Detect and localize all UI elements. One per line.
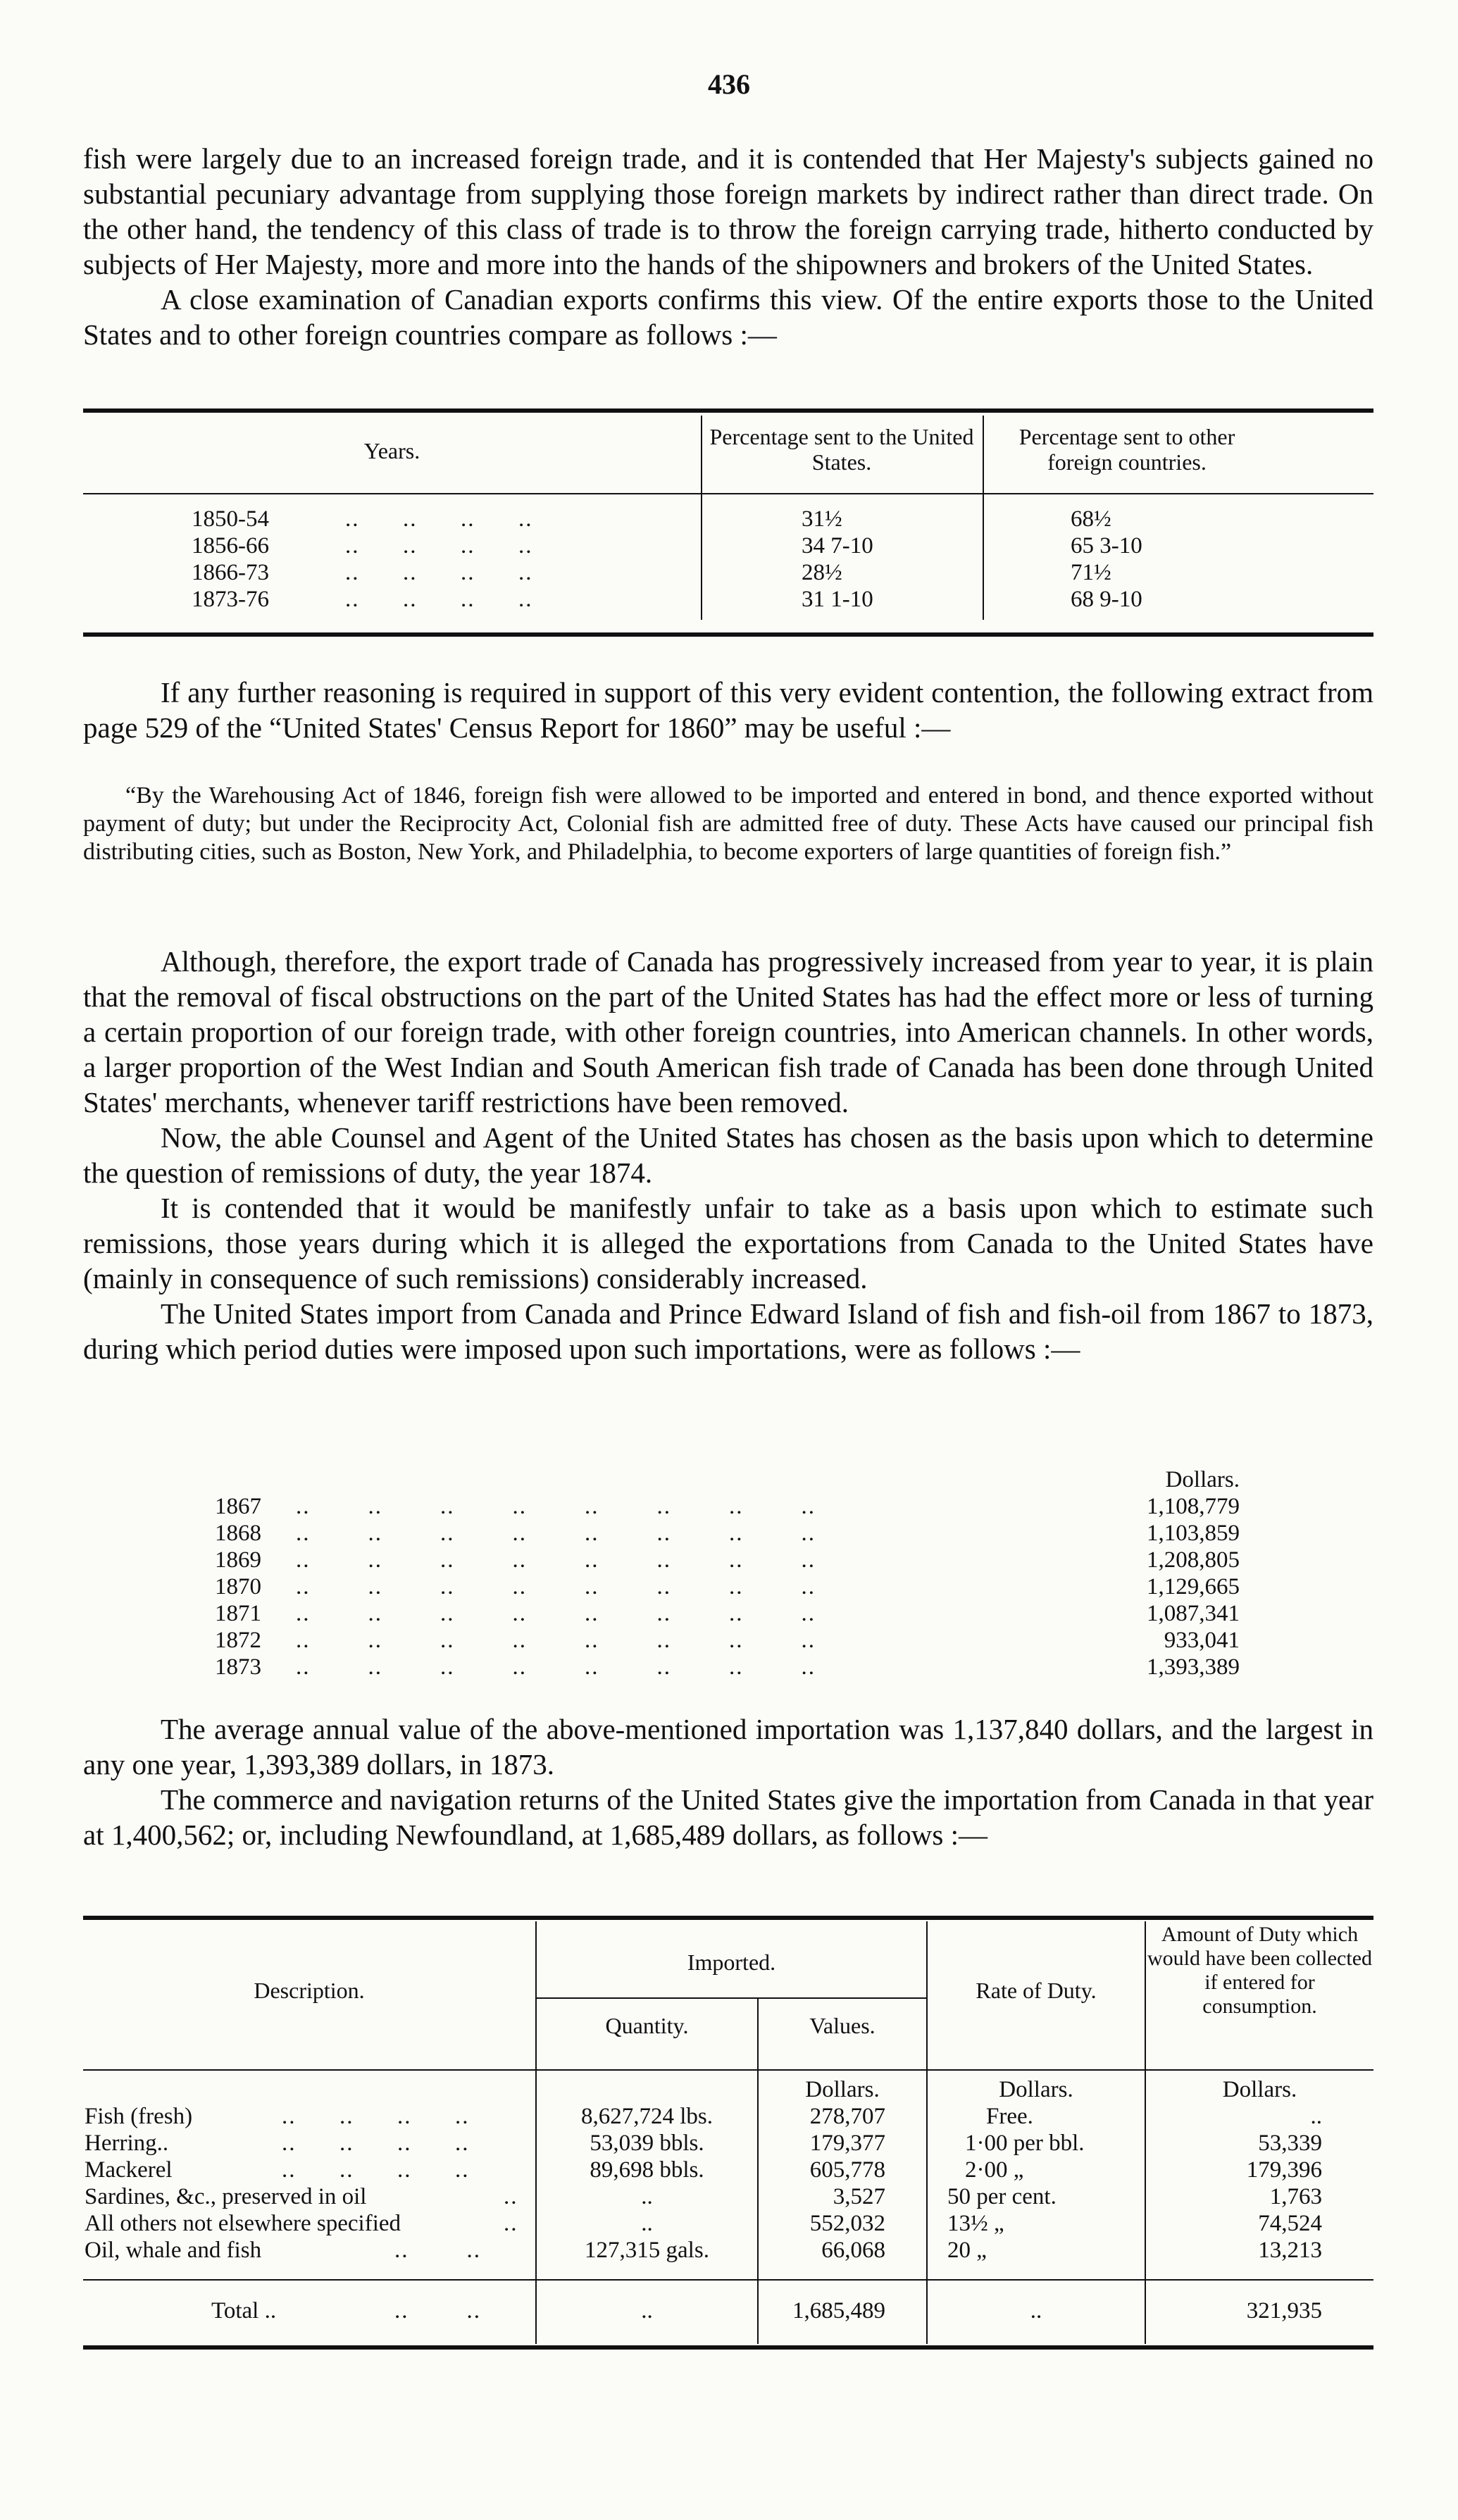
column-header-description: Description. xyxy=(254,1978,365,2003)
values-unit-label: Dollars. xyxy=(805,2077,880,2102)
leader-dots: .. xyxy=(504,2184,518,2209)
description-cell: Sardines, &c., preserved in oil xyxy=(85,2184,367,2209)
amount-unit-label: Dollars. xyxy=(1222,2077,1297,2102)
paragraph: The United States import from Canada and Prince Edward Island of fish and fish-oil from 1867 to 1873, during which period duties were imposed upon such importations, were as follows :— xyxy=(83,1297,1373,1365)
rate-cell: 13½ „ xyxy=(947,2211,1004,2236)
rate-unit-label: Dollars. xyxy=(999,2077,1073,2102)
values-cell: 66,068 xyxy=(821,2238,885,2263)
table-divider xyxy=(701,416,702,620)
year-cell: 1869 xyxy=(215,1547,261,1573)
table-rule xyxy=(83,632,1373,637)
description-cell: Oil, whale and fish xyxy=(85,2238,262,2263)
column-header-us-percentage: Percentage sent to the United States. xyxy=(709,424,974,475)
rate-cell: 50 per cent. xyxy=(947,2184,1057,2209)
values-cell: 3,527 xyxy=(833,2184,885,2209)
quantity-cell: 53,039 bbls. xyxy=(590,2131,704,2156)
rate-cell: 1·00 per bbl. xyxy=(965,2131,1085,2156)
column-header-quantity: Quantity. xyxy=(605,2013,689,2038)
leader-dots: .. .. .. .. .. .. .. .. xyxy=(296,1547,816,1573)
closing-paragraphs xyxy=(83,1711,1373,1852)
leader-dots: .. .. .. .. .. .. .. .. xyxy=(296,1601,816,1626)
amount-cell: 13,213 xyxy=(1258,2238,1322,2263)
opening-paragraphs xyxy=(83,141,1373,352)
year-cell: 1850-54 xyxy=(192,506,269,532)
amount-cell: 53,339 xyxy=(1258,2131,1322,2156)
leader-dots: .. .. .. .. .. .. .. .. xyxy=(296,1628,816,1653)
quantity-cell: .. xyxy=(641,2184,653,2209)
description-cell: Fish (fresh) xyxy=(85,2104,193,2129)
description-cell: All others not elsewhere specified xyxy=(85,2211,401,2236)
paragraph: It is contended that it would be manifestly unfair to take as a basis upon which to estimate such remissions, those years during which it is alleged the exportations from Canada to the United States have (mainly in consequence of such remissions) considerably increased. xyxy=(83,1192,1373,1295)
leader-dots: .. .. .. .. xyxy=(345,587,533,612)
year-cell: 1868 xyxy=(215,1521,261,1546)
leader-dots: .. .. xyxy=(394,2298,481,2323)
total-amount-cell: 321,935 xyxy=(1246,2298,1322,2323)
quantity-cell: 127,315 gals. xyxy=(585,2238,709,2263)
leader-dots: .. .. .. .. xyxy=(282,2131,470,2156)
quotation-text: “By the Warehousing Act of 1846, foreign fish were allowed to be imported and entered in bond, and thence exported without payment of duty; but under the Reciprocity Act, Colonial fish are admitted free of duty. These Acts have caused our principal fish distributing cities, such as Boston, New York, and Philadelphia, to become exporters of large quantities of foreign fish.” xyxy=(83,782,1373,865)
paragraph: A close examination of Canadian exports confirms this view. Of the entire exports those to the United States and to other foreign countries compare as follows :— xyxy=(83,283,1373,351)
year-cell: 1871 xyxy=(215,1601,261,1626)
paragraph: If any further reasoning is required in support of this very evident contention, the following extract from page 529 of the “United States' Census Report for 1860” may be useful :— xyxy=(83,676,1373,744)
us-percentage-cell: 28½ xyxy=(802,560,842,585)
leader-dots: .. .. .. .. xyxy=(345,533,533,559)
leader-dots: .. .. .. .. xyxy=(282,2157,470,2183)
quantity-cell: 8,627,724 lbs. xyxy=(580,2104,713,2129)
total-values-cell: 1,685,489 xyxy=(792,2298,885,2323)
us-percentage-cell: 31 1-10 xyxy=(802,587,873,612)
us-percentage-cell: 34 7-10 xyxy=(802,533,873,559)
census-quotation xyxy=(83,782,1373,866)
year-cell: 1870 xyxy=(215,1574,261,1599)
leader-dots: .. .. .. .. .. .. .. .. xyxy=(296,1574,816,1599)
leader-dots: .. .. .. .. .. .. .. .. xyxy=(296,1654,816,1680)
total-rate-cell: .. xyxy=(1030,2298,1042,2323)
rate-cell: 2·00 „ xyxy=(965,2157,1024,2183)
other-percentage-cell: 65 3-10 xyxy=(1071,533,1142,559)
amount-cell: 1,763 xyxy=(1269,2184,1322,2209)
quantity-cell: 89,698 bbls. xyxy=(590,2157,704,2183)
column-header-imported: Imported. xyxy=(687,1950,776,1975)
value-cell: 1,208,805 xyxy=(1147,1547,1240,1573)
table-rule xyxy=(83,493,1373,494)
rate-cell: Free. xyxy=(986,2104,1033,2129)
us-percentage-cell: 31½ xyxy=(802,506,842,532)
table-rule xyxy=(535,1997,926,1999)
middle-paragraph xyxy=(83,675,1373,745)
leader-dots: .. .. .. .. .. .. .. .. xyxy=(296,1494,816,1519)
leader-dots: .. .. .. .. .. .. .. .. xyxy=(296,1521,816,1546)
description-cell: Mackerel xyxy=(85,2157,173,2183)
year-cell: 1856-66 xyxy=(192,533,269,559)
paragraph: The commerce and navigation returns of the United States give the importation from Canada in that year at 1,400,562; or, including Newfoundland, at 1,685,489 dollars, as follows :— xyxy=(83,1783,1373,1851)
values-cell: 278,707 xyxy=(809,2104,885,2129)
amount-cell: .. xyxy=(1310,2104,1322,2129)
leader-dots: .. .. .. .. xyxy=(345,506,533,532)
total-label: Total .. xyxy=(211,2298,277,2323)
leader-dots: .. xyxy=(504,2211,518,2236)
column-header-rate: Rate of Duty. xyxy=(976,1978,1097,2003)
paragraph: Now, the able Counsel and Agent of the United States has chosen as the basis upon which to determine the question of remissions of duty, the year 1874. xyxy=(83,1121,1373,1189)
table-rule xyxy=(83,1916,1373,1920)
value-cell: 1,129,665 xyxy=(1147,1574,1240,1599)
leader-dots: .. .. xyxy=(394,2238,481,2263)
values-cell: 179,377 xyxy=(809,2131,885,2156)
paragraph: fish were largely due to an increased foreign trade, and it is contended that Her Majesty's subjects gained no substantial pecuniary advantage from supplying those foreign markets by indirect rather than direct trade. On the other hand, the tendency of this class of trade is to throw the foreign carrying trade, hitherto conducted by subjects of Her Majesty, more and more into the hands of the shipowners and brokers of the United States. xyxy=(83,142,1373,280)
values-cell: 552,032 xyxy=(809,2211,885,2236)
table-rule xyxy=(83,2279,1373,2281)
year-cell: 1873-76 xyxy=(192,587,269,612)
total-quantity-cell: .. xyxy=(641,2298,653,2323)
column-header-years: Years. xyxy=(363,438,420,463)
year-cell: 1873 xyxy=(215,1654,261,1680)
column-header-amount: Amount of Duty which would have been collected if entered for consumption. xyxy=(1147,1923,1373,2018)
value-cell: 1,393,389 xyxy=(1147,1654,1240,1680)
value-cell: 1,103,859 xyxy=(1147,1521,1240,1546)
page-number: 436 xyxy=(708,68,750,100)
column-header-other-percentage: Percentage sent to other foreign countries. xyxy=(1018,424,1235,475)
other-percentage-cell: 71½ xyxy=(1071,560,1111,585)
values-cell: 605,778 xyxy=(809,2157,885,2183)
paragraph: The average annual value of the above-mentioned importation was 1,137,840 dollars, and the largest in any one year, 1,393,389 dollars, in 1873. xyxy=(83,1713,1373,1780)
other-percentage-cell: 68½ xyxy=(1071,506,1111,532)
table-rule xyxy=(83,2345,1373,2350)
amount-cell: 179,396 xyxy=(1246,2157,1322,2183)
column-header-values: Values. xyxy=(809,2013,876,2038)
lower-paragraphs xyxy=(83,944,1373,1366)
year-cell: 1867 xyxy=(215,1494,261,1519)
dollars-unit-label: Dollars. xyxy=(1165,1467,1240,1492)
other-percentage-cell: 68 9-10 xyxy=(1071,587,1142,612)
description-cell: Herring.. xyxy=(85,2131,169,2156)
paragraph: Although, therefore, the export trade of Canada has progressively increased from year to year, it is plain that the removal of fiscal obstructions on the part of the United States has had the effect more or less of turning a certain proportion of our foreign trade, with other foreign countries, into American channels. In other words, a larger proportion of the West Indian and South American fish trade of Canada has been done through United States' merchants, whenever tariff restrictions have been removed. xyxy=(83,945,1373,1118)
value-cell: 933,041 xyxy=(1164,1628,1240,1653)
table-divider xyxy=(983,416,984,620)
year-cell: 1866-73 xyxy=(192,560,269,585)
rate-cell: 20 „ xyxy=(947,2238,987,2263)
value-cell: 1,087,341 xyxy=(1147,1601,1240,1626)
leader-dots: .. .. .. .. xyxy=(345,560,533,585)
table-rule xyxy=(83,408,1373,413)
amount-cell: 74,524 xyxy=(1258,2211,1322,2236)
leader-dots: .. .. .. .. xyxy=(282,2104,470,2129)
quantity-cell: .. xyxy=(641,2211,653,2236)
year-cell: 1872 xyxy=(215,1628,261,1653)
table-rule xyxy=(83,2069,1373,2071)
value-cell: 1,108,779 xyxy=(1147,1494,1240,1519)
